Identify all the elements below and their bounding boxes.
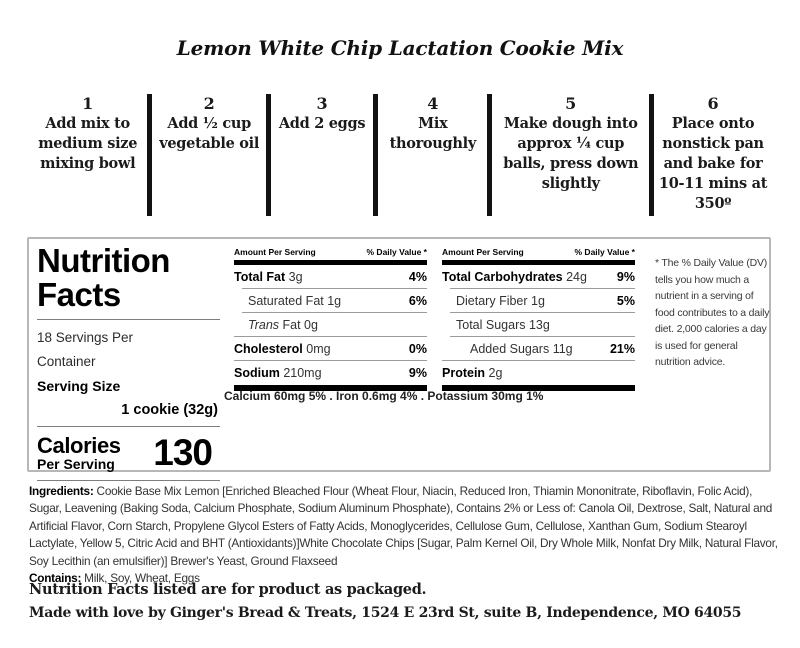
nutrient-amount: Fat 0g [279, 318, 318, 332]
nutrient-row [442, 289, 635, 312]
nutrient-amount: Total Sugars 13g [456, 318, 550, 332]
step-text: Place onto nonstick pan and bake for 10-11 mins at 350º [658, 115, 768, 212]
nutrient-name: Total Carbohydrates [442, 270, 563, 284]
nutrient-name: Trans [248, 318, 280, 332]
made-by-line: Made with love by Ginger's Bread & Treats, 1524 E 23rd St, suite B, Independence, MO 64055 [29, 605, 742, 621]
step-1 [28, 94, 147, 220]
step-number: 2 [203, 94, 215, 113]
nutrient-name: Sodium [234, 366, 280, 380]
as-packaged-note: Nutrition Facts listed are for product as packaged. [29, 581, 427, 598]
daily-value-percent: 4% [408, 270, 427, 284]
step-4 [378, 94, 487, 220]
nutrient-name: Protein [442, 366, 486, 380]
daily-value-footnote: * The % Daily Value (DV) tells you how much a nutrient in a serving of food contributes to a daily diet. 2,000 calories a day is used for general nutrition advice. [655, 257, 770, 369]
ingredients-label: Ingredients: [29, 484, 94, 498]
nutrient-table-left [234, 247, 427, 391]
divider-line [37, 480, 220, 481]
nutrient-label [470, 342, 573, 356]
step-number: 5 [565, 94, 577, 113]
divider-line [37, 319, 220, 320]
preparation-steps-row [28, 94, 772, 220]
nutrient-amount: Added Sugars 11g [470, 342, 573, 356]
nutrient-amount: 210mg [279, 366, 322, 380]
daily-value-percent: 0% [408, 342, 427, 356]
page-title: Lemon White Chip Lactation Cookie Mix [176, 36, 624, 60]
nutrient-label [442, 270, 587, 284]
contains-text: Milk, Soy, Wheat, Eggs [81, 571, 200, 586]
nutrient-label [234, 342, 331, 356]
nutrient-label [442, 366, 502, 380]
nutrient-label [456, 294, 545, 308]
calories-sublabel: Per Serving [37, 455, 115, 472]
nutrient-row [234, 337, 427, 360]
ingredients-text: Cookie Base Mix Lemon [Enriched Bleached Flour (Wheat Flour, Niacin, Reduced Iron, Thiamin Mononitrate, Riboflavin, Folic Acid), Sugar, Leavening (Baking Soda, Calcium Phosphate, Sodium Aluminum Phosphate), Contains 2% or Less of: Canola Oil, Dextrose, Salt, Natural and Artificial Flavor, Corn Starch, Propylene Glycol Esters of Fatty Acids, Monoglycerides, Cellulose Gum, Cellulose, Xanthan Gum, Sodium Stearoyl Lactylate, Yellow 5, Citric Acid and BHT (Antioxidants)]White Chocolate Chips [Sugar, Palm Kernel Oil, Dry Whole Milk, Nonfat Dry Milk, Natural Flavor, Soy Lecithin (an emulsifier)] Brewer's Yeast, Ground Flaxseed [29, 484, 778, 568]
daily-value-percent: 9% [616, 270, 635, 284]
nutrient-label [234, 270, 303, 284]
nutrient-amount: Saturated Fat 1g [248, 294, 342, 308]
ingredients-paragraph [29, 483, 781, 570]
step-5 [492, 94, 649, 220]
nutrient-label [234, 366, 322, 380]
nutrient-name: Total Fat [234, 270, 286, 284]
daily-value-percent: 5% [616, 294, 635, 308]
nutrient-amount: 24g [562, 270, 587, 284]
nutrient-amount: 3g [285, 270, 303, 284]
step-text: Make dough into approx ¼ cup balls, press down slightly [503, 115, 639, 192]
nutrient-row [442, 361, 635, 384]
ingredients-block [29, 483, 781, 587]
step-number: 4 [427, 94, 439, 113]
nutrient-label [248, 318, 318, 332]
nutrient-label [248, 294, 341, 308]
step-3 [271, 94, 373, 220]
step-6 [654, 94, 772, 220]
calories-value: 130 [153, 432, 212, 473]
step-text: Add mix to medium size mixing bowl [38, 115, 138, 172]
nutrition-facts-panel [27, 237, 771, 472]
nutrient-row [234, 313, 427, 336]
daily-value-header: % Daily Value * [366, 247, 427, 257]
step-number: 3 [316, 94, 328, 113]
amount-per-serving-header: Amount Per Serving [234, 247, 316, 257]
nutrition-facts-heading [37, 244, 220, 312]
contains-label: Contains: [29, 571, 82, 586]
step-number: 1 [82, 94, 94, 113]
nutrient-row [234, 361, 427, 384]
nutrient-amount: Dietary Fiber 1g [456, 294, 545, 308]
nutrient-row [234, 265, 427, 288]
step-text: Mix thoroughly [389, 115, 476, 152]
servings-per-container-line2: Container [37, 354, 96, 369]
calories-label-group [37, 432, 121, 472]
step-number: 6 [707, 94, 719, 113]
step-2 [152, 94, 266, 220]
table-header [234, 247, 427, 260]
step-text: Add 2 eggs [278, 115, 366, 132]
servings-per-container-line1: 18 Servings Per [37, 330, 134, 345]
nutrient-name: Cholesterol [234, 342, 303, 356]
calories-label: Calories [37, 432, 121, 458]
daily-value-percent: 9% [408, 366, 427, 380]
nutrient-row [442, 337, 635, 360]
nutrition-facts-heading-line2: Facts [37, 276, 121, 313]
nutrient-row [234, 289, 427, 312]
calories-row [37, 427, 220, 478]
nutrient-label [456, 318, 550, 332]
nutrition-facts-heading-line1: Nutrition [37, 242, 170, 279]
amount-per-serving-header: Amount Per Serving [442, 247, 524, 257]
nutrient-row [442, 265, 635, 288]
daily-value-header: % Daily Value * [574, 247, 635, 257]
daily-value-percent: 6% [408, 294, 427, 308]
minerals-line: Calcium 60mg 5% . Iron 0.6mg 4% . Potassium 30mg 1% [224, 389, 544, 403]
serving-size-label: Serving Size [37, 378, 121, 394]
nutrition-facts-left-column [37, 244, 220, 481]
nutrient-amount: 2g [485, 366, 503, 380]
nutrient-row [442, 313, 635, 336]
table-header [442, 247, 635, 260]
nutrient-table-right [442, 247, 635, 391]
step-text: Add ½ cup vegetable oil [159, 115, 260, 152]
nutrient-amount: 0mg [302, 342, 331, 356]
daily-value-percent: 21% [609, 342, 635, 356]
serving-size-value: 1 cookie (32g) [121, 402, 218, 418]
